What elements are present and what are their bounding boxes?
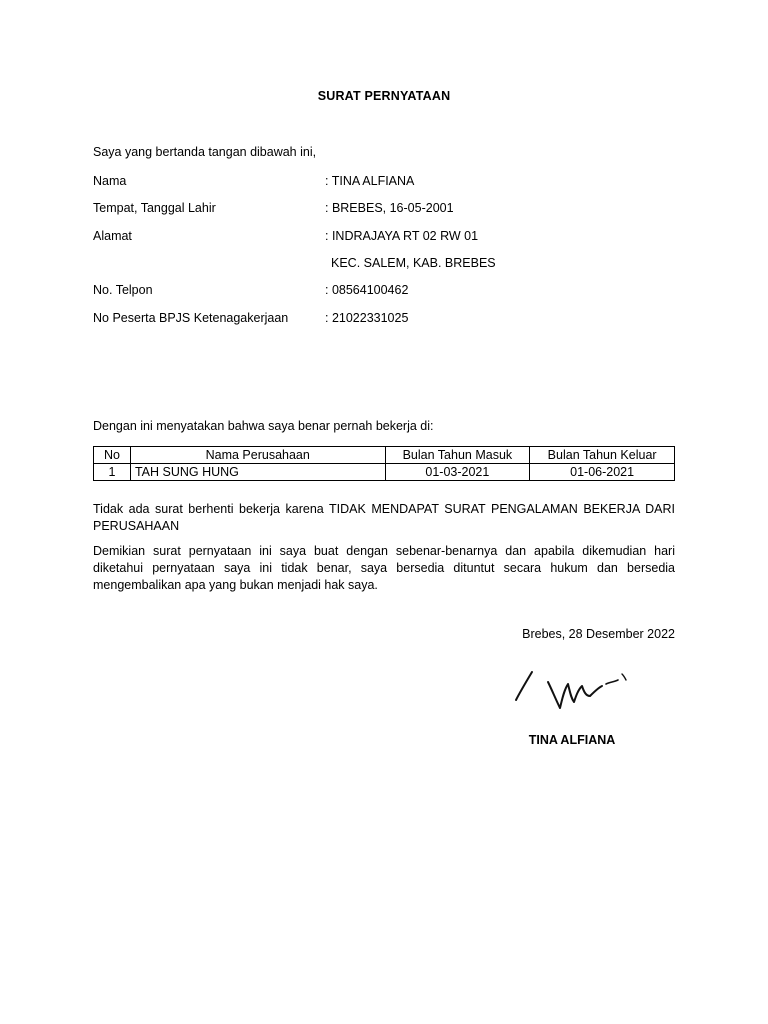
field-label-nama: Nama [93,174,127,188]
place-date: Brebes, 28 Desember 2022 [522,627,675,641]
cell-no: 1 [94,464,131,481]
field-value-telpon: : 08564100462 [325,283,409,297]
field-value-alamat-line2: KEC. SALEM, KAB. BREBES [331,256,496,270]
cell-end: 01-06-2021 [530,464,675,481]
header-company: Nama Perusahaan [130,447,385,464]
field-value-alamat: : INDRAJAYA RT 02 RW 01 [325,229,479,243]
document-title: SURAT PERNYATAAN [317,89,451,103]
field-value-ttl: : BREBES, 16-05-2001 [325,201,454,215]
closing-paragraph: Demikian surat pernyataan ini saya buat dengan sebenar-benarnya dan apabila dikemudian hari diketahui pernyataan saya ini tidak benar, saya bersedia dituntut secara hukum dan bersedia mengembalikan apa yang bukan menjadi hak saya. [93,544,675,592]
statement-text: Dengan ini menyatakan bahwa saya benar pernah bekerja di: [93,419,434,433]
signature-image [514,660,634,720]
cell-company: TAH SUNG HUNG [130,464,385,481]
table-header-row [94,447,675,464]
field-label-telpon: No. Telpon [93,283,153,297]
field-label-bpjs: No Peserta BPJS Ketenagakerjaan [93,311,289,325]
table-row [94,464,675,481]
note-paragraph: Tidak ada surat berhenti bekerja karena TIDAK MENDAPAT SURAT PENGALAMAN BEKERJA DARI PERUSAHAAN [93,502,675,533]
field-label-alamat: Alamat [93,229,132,243]
intro-text: Saya yang bertanda tangan dibawah ini, [93,145,317,159]
header-end: Bulan Tahun Keluar [530,447,675,464]
field-value-bpjs: : 21022331025 [325,311,409,325]
field-label-ttl: Tempat, Tanggal Lahir [93,201,216,215]
header-no: No [94,447,131,464]
employment-table [93,446,675,481]
signer-name: TINA ALFIANA [528,733,616,747]
field-value-nama: : TINA ALFIANA [325,174,415,188]
header-start: Bulan Tahun Masuk [385,447,530,464]
cell-start: 01-03-2021 [385,464,530,481]
